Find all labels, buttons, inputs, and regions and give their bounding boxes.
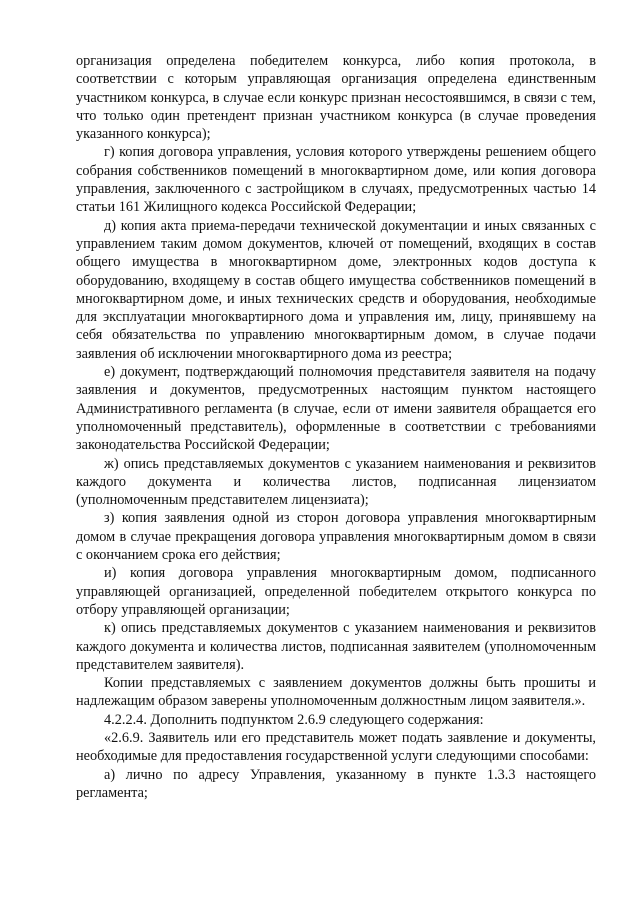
paragraph-item-i: и) копия договора управления многоквартирным домом, подписанного управляющей организацией, определенной победителем открытого конкурса по отбору управляющей организации; [76,565,596,618]
paragraph-item-k: к) опись представляемых документов с указанием наименования и реквизитов каждого документа и количества листов, подписанная заявителем (уполномоченным представителем заявителя). [76,620,596,673]
paragraph-item-d: д) копия акта приема-передачи технической документации и иных связанных с управлением таким домом документов, ключей от помещений, входящих в состав общего имущества в многоквартирном доме, электронных кодов доступа к оборудованию, входящему в состав общего имущества собственников помещений в многоквартирном доме, и иных технических средств и оборудования, необходимые для эксплуатации многоквартирного дома и управления им, лицу, принявшему на себя обязательства по управлению многоквартирным домом, в случае подачи заявления об исключении многоквартирного дома из реестра; [76,217,596,362]
paragraph-item-z: з) копия заявления одной из сторон договора управления многоквартирным домом в случае прекращения договора управления многоквартирным домом в связи с окончанием срока его действия; [76,510,596,564]
paragraph-subclause-2-6-9: «2.6.9. Заявитель или его представитель может подать заявление и документы, необходимые для предоставления государственной услуги следующими способами: [76,729,596,765]
document-page [76,52,596,802]
paragraph-item-g: г) копия договора управления, условия которого утверждены решением общего собрания собственников помещений в многоквартирном доме, или копия договора управления, заключенного с застройщиком в случаях, предусмотренных частью 14 статьи 161 Жилищного кодекса Российской Федерации; [76,144,596,216]
paragraph-amendment-heading: 4.2.2.4. Дополнить подпунктом 2.6.9 следующего содержания: [104,711,484,728]
paragraph-item-e: е) документ, подтверждающий полномочия представителя заявителя на подачу заявления и документов, предусмотренных настоящим пунктом настоящего Административного регламента (в случае, если от имени заявителя обращается его уполномоченный представитель), оформленные в соответствии с требованиями законодательства Российской Федерации; [76,364,596,454]
paragraph-item-a: а) лично по адресу Управления, указанному в пункте 1.3.3 настоящего регламента; [76,766,596,801]
paragraph-item-zh: ж) опись представляемых документов с указанием наименования и реквизитов каждого документа и количества листов, подписанная лицензиатом (уполномоченным представителем лицензиата); [76,455,596,509]
paragraph-copies-note: Копии представляемых с заявлением документов должны быть прошиты и надлежащим образом заверены уполномоченным должностным лицом заявителя.». [76,675,596,710]
paragraph-continuation: организация определена победителем конкурса, либо копия протокола, в соответствии с которым управляющая организация определена единственным участником конкурса, в случае если конкурс признан несостоявшимся, в связи с тем, что только один претендент признан участником конкурса (в случае проведения указанного конкурса); [76,53,596,143]
